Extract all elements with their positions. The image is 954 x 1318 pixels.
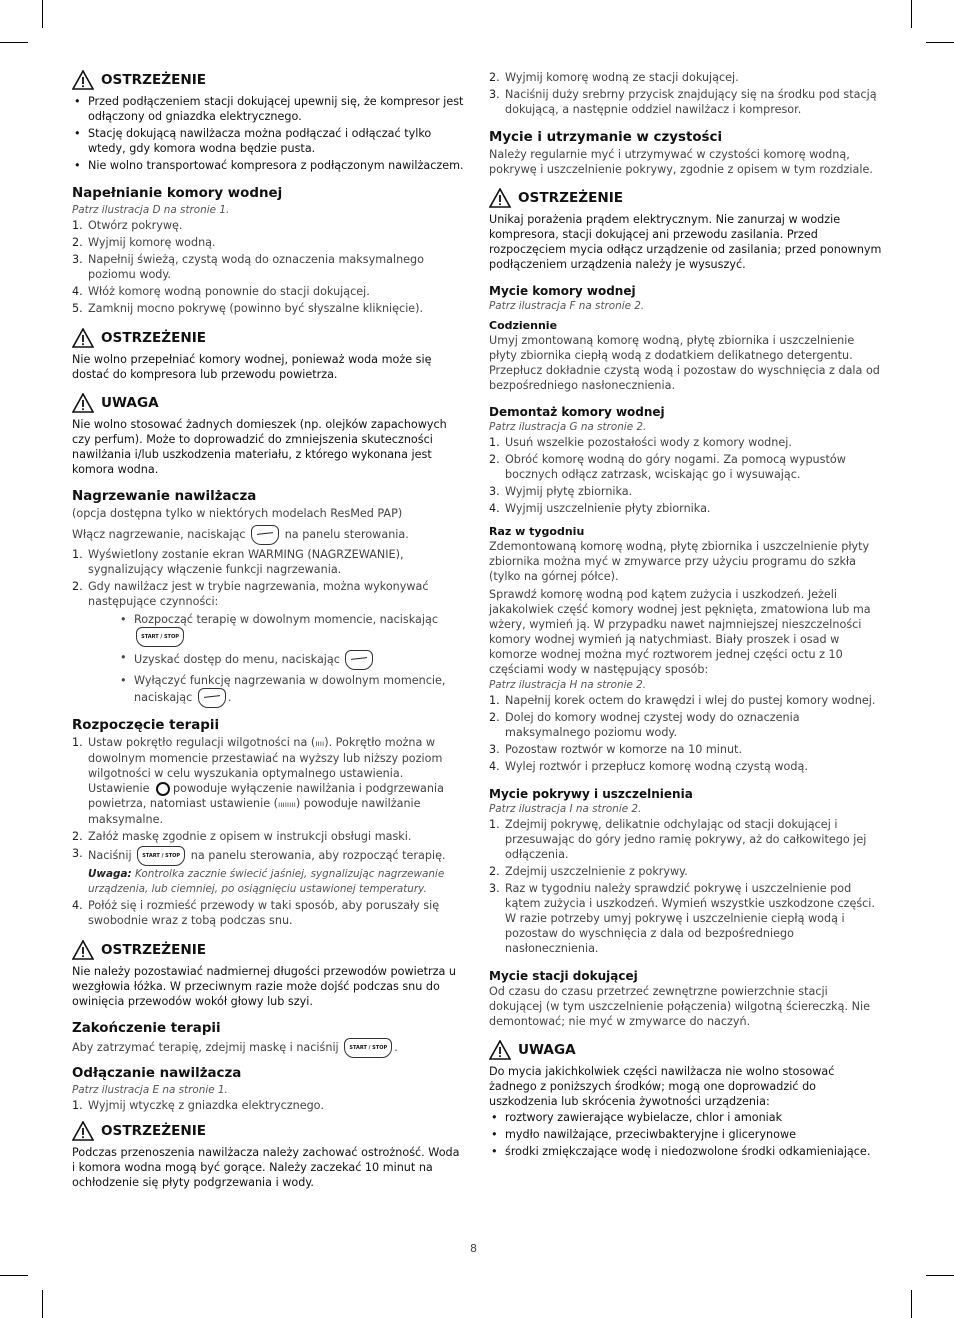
list-item: • Rozpocząć terapię w dowolnym momencie, naciskając START / STOP — [120, 612, 465, 647]
section-title-cleaning: Mycie i utrzymanie w czystości — [489, 130, 723, 145]
list-item: 1. Otwórz pokrywę. — [72, 219, 183, 232]
list-item: 3. Wyjmij płytę zbiornika. — [489, 485, 633, 498]
start-stop-button-icon: START / STOP — [344, 1038, 392, 1058]
list-item: 3. Raz w tygodniu należy sprawdzić pokrywę i uszczelnienie pod kątem zużycia i uszkodzeń. Wymień wszystkie uszkodzone części. W razie potrzeby umyj pokrywę i uszczelnienie ciepłą wodą i pozostaw do wyschnięcia z dala od bezpośredniego nasłonecznienia. — [489, 882, 875, 955]
list-item: • mydło nawilżające, przeciwbakteryjne i glicerynowe — [489, 1127, 882, 1142]
warning-text: Nie należy pozostawiać nadmiernej długości przewodów powietrza u wezgłowia łóżka. W przeciwnym razie może dojść podczas snu do owinięcia przewodów wokół głowy lub szyi. — [72, 965, 456, 1008]
humidity-low-icon: ıııı — [315, 739, 325, 748]
warning-triangle-icon — [72, 940, 94, 960]
warning-triangle-icon — [72, 328, 94, 348]
section-title-fill: Napełnianie komory wodnej — [72, 186, 283, 201]
heating-intro: Włącz nagrzewanie, naciskając na panelu sterowania. — [72, 525, 465, 545]
figure-ref: Patrz ilustracja H na stronie 2. — [489, 679, 647, 691]
daily-title: Codziennie — [489, 319, 558, 332]
humidity-max-icon: ıııııııı — [278, 800, 296, 809]
warning-heading: OSTRZEŻENIE — [72, 328, 465, 348]
caution-list — [489, 1110, 882, 1159]
list-item: 4. Wylej roztwór i przepłucz komorę wodną czystą wodą. — [489, 760, 808, 773]
list-item: 3. Pozostaw roztwór w komorze na 10 minut. — [489, 743, 743, 756]
start-stop-button-icon: START / STOP — [136, 627, 184, 647]
list-item: 4. Wyjmij uszczelnienie płyty zbiornika. — [489, 502, 711, 515]
heating-note: (opcja dostępna tylko w niektórych modelach ResMed PAP) — [72, 507, 403, 520]
list-item: 2. Obróć komorę wodną do góry nogami. Za pomocą wypustów bocznych odłącz zatrzask, wciskając go i wysuwając. — [489, 453, 846, 481]
list-item: • Uzyskać dostęp do menu, naciskając — [120, 650, 465, 670]
list-item: 2. Dolej do komory wodnej czystej wody do oznaczenia maksymalnego poziomu wody. — [489, 711, 800, 739]
figure-ref: Patrz ilustracja G na stronie 2. — [489, 421, 647, 433]
list-item: 2. Wyjmij komorę wodną. — [72, 236, 216, 249]
list-item: 2. Zdejmij uszczelnienie z pokrywy. — [489, 865, 688, 878]
figure-ref: Patrz ilustracja E na stronie 1. — [72, 1084, 228, 1096]
section-title-end: Zakończenie terapii — [72, 1021, 221, 1036]
subsection-title-lid: Mycie pokrywy i uszczelnienia — [489, 787, 693, 801]
caution-text: Nie wolno stosować żadnych domieszek (np. olejków zapachowych czy perfum). Może to doprowadzić do zmniejszenia skuteczności nawilżania i/lub uszkodzenia materiału, z którego wykonana jest komora wodna. — [72, 418, 447, 476]
list-item: • Wyłączyć funkcję nagrzewania w dowolnym momencie, naciskając . — [120, 673, 465, 708]
list-item: 2. Załóż maskę zgodnie z opisem w instrukcji obsługi maski. — [72, 830, 412, 843]
list-item: • środki zmiękczające wodę i niedozwolone środki odkamieniające. — [489, 1144, 882, 1159]
caution-triangle-icon — [72, 393, 94, 413]
figure-ref: Patrz ilustracja D na stronie 1. — [72, 204, 230, 216]
caution-heading: UWAGA — [489, 1040, 882, 1060]
list-item: 1. Zdejmij pokrywę, delikatnie odchylając od stacji dokującej i przesuwając do góry jedno ramię pokrywy, aż do całkowitego jej odłączenia. — [489, 818, 867, 861]
caution-triangle-icon — [489, 1040, 511, 1060]
warning-triangle-icon — [72, 70, 94, 90]
heating-steps — [72, 547, 465, 708]
weekly-text: Sprawdź komorę wodną pod kątem zużycia i uszkodzeń. Jeżeli jakakolwiek część komory wodnej jest pęknięta, zmatowiona lub ma wżery, wymień ją. W przypadku nawet najmniejszej nieszczelności komory wodnej wymień ją natychmiast. Biały proszek i osad w komorze wodnej można myć roztworem jednej części octu z 10 częściami wody w następujący sposób: — [489, 588, 871, 676]
menu-button-icon — [345, 650, 373, 670]
fill-steps — [72, 218, 465, 316]
list-item: 3. Napełnij świeżą, czystą wodą do oznaczenia maksymalnego poziomu wody. — [72, 253, 424, 281]
list-item: • Przed podłączeniem stacji dokującej upewnij się, że kompresor jest odłączony od gniazdka elektrycznego. — [72, 94, 465, 124]
disassemble-steps — [489, 435, 882, 516]
heating-button-icon — [251, 525, 279, 545]
weekly-steps — [489, 693, 882, 774]
subsection-title-disassemble: Demontaż komory wodnej — [489, 405, 665, 419]
daily-text: Umyj zmontowaną komorę wodną, płytę zbiornika i uszczelnienie płyty zbiornika ciepłą wodą z dodatkiem delikatnego detergentu. Przepłucz dokładnie czystą wodą i pozostaw do wyschnięcia z dala od bezpośredniego nasłonecznienia. — [489, 334, 880, 392]
disconnect-steps — [72, 1098, 465, 1113]
right-column — [489, 70, 882, 1161]
list-item: 3. Naciśnij START / STOP na panelu sterowania, aby rozpocząć terapię. Uwaga: Kontrolka zacznie świecić jaśniej, sygnalizując nagrzewanie urządzenia, lub ciemniej, po osiągnięciu ustawionej temperatury. — [72, 847, 446, 895]
warning-text: Podczas przenoszenia nawilżacza należy zachować ostrożność. Woda i komora wodna mogą być gorące. Należy zaczekać 10 minut na ochłodzenie się płyty podgrzewania i wody. — [72, 1146, 460, 1189]
list-item: 1. Wyświetlony zostanie ekran WARMING (NAGRZEWANIE), sygnalizujący włączenie funkcji nagrzewania. — [72, 548, 404, 576]
end-text: Aby zatrzymać terapię, zdejmij maskę i naciśnij START / STOP . — [72, 1038, 465, 1058]
list-item: 1. Napełnij korek octem do krawędzi i wlej do pustej komory wodnej. — [489, 694, 876, 707]
list-item: • roztwory zawierające wybielacze, chlor i amoniak — [489, 1110, 882, 1125]
warning-heading: OSTRZEŻENIE — [72, 940, 465, 960]
list-item: 2. Wyjmij komorę wodną ze stacji dokującej. — [489, 71, 739, 84]
list-item: 1. Usuń wszelkie pozostałości wody z komory wodnej. — [489, 436, 792, 449]
start-steps — [72, 735, 465, 928]
warning-heading: OSTRZEŻENIE — [72, 70, 465, 90]
warning-text: Nie wolno przepełniać komory wodnej, ponieważ woda może się dostać do kompresora lub przewodu powietrza. — [72, 353, 432, 381]
list-item: • Nie wolno transportować kompresora z podłączonym nawilżaczem. — [72, 158, 465, 173]
warning-text: Unikaj porażenia prądem elektrycznym. Nie zanurzaj w wodzie kompresora, stacji dokującej ani przewodu zasilania. Przed rozpoczęciem mycia odłącz urządzenie od zasilania; przed ponownym podłączeniem urządzenia należy je wysuszyć. — [489, 213, 882, 271]
warning-heading: OSTRZEŻENIE — [489, 188, 882, 208]
warning-list — [72, 94, 465, 173]
warning-triangle-icon — [489, 188, 511, 208]
note: Uwaga: Kontrolka zacznie świecić jaśniej, sygnalizując nagrzewanie urządzenia, lub ciemniej, po osiągnięciu ustawionej temperatury. — [88, 868, 445, 895]
subsection-title-wash: Mycie komory wodnej — [489, 284, 636, 298]
list-item: 4. Włóż komorę wodną ponownie do stacji dokującej. — [72, 285, 370, 298]
caution-text: Do mycia jakichkolwiek części nawilżacza nie wolno stosować żadnego z poniższych środków; mogą one doprowadzić do uszkodzenia lub skrócenia żywotności urządzenia: — [489, 1065, 835, 1108]
section-title-disconnect: Odłączanie nawilżacza — [72, 1066, 242, 1081]
weekly-text: Zdemontowaną komorę wodną, płytę zbiornika i uszczelnienie płyty zbiornika można myć w zmywarce przy użyciu programu do szkła (tylko na górnej półce). — [489, 540, 870, 583]
heating-button-icon — [198, 688, 226, 708]
list-item: 1. Ustaw pokrętło regulacji wilgotności na (ıııı). Pokrętło można w dowolnym momencie przestawiać na wyższy lub niższy poziom wilgotności w celu wyszukania optymalnego ustawienia. Ustawienie powoduje wyłączenie nawilżania i podgrzewania powietrza, natomiast ustawienie (ıııııııı) powoduje nawilżanie maksymalne. — [72, 736, 444, 826]
warning-triangle-icon — [72, 1121, 94, 1141]
subsection-title-dock: Mycie stacji dokującej — [489, 969, 638, 983]
dock-text: Od czasu do czasu przetrzeć zewnętrzne powierzchnie stacji dokującej (w tym uszczelnienie połączenia) wilgotną ściereczką. Nie demontować; nie myć w zmywarce do naczyń. — [489, 985, 870, 1028]
list-item: 4. Połóż się i rozmieść przewody w taki sposób, aby poruszały się swobodnie wraz z tobą podczas snu. — [72, 899, 440, 927]
left-column — [72, 70, 465, 1191]
weekly-title: Raz w tygodniu — [489, 525, 585, 538]
figure-ref: Patrz ilustracja F na stronie 2. — [489, 300, 645, 312]
start-stop-button-icon: START / STOP — [137, 846, 185, 866]
off-setting-icon — [156, 782, 170, 796]
list-item: 3. Naciśnij duży srebrny przycisk znajdujący się na środku pod stacją dokującą, a następnie oddziel nawilżacz i kompresor. — [489, 88, 877, 116]
lid-steps — [489, 817, 882, 956]
cleaning-text: Należy regularnie myć i utrzymywać w czystości komorę wodną, pokrywę i uszczelnienie pokrywy, zgodnie z opisem w tym rozdziale. — [489, 148, 873, 176]
list-item: 2. Gdy nawilżacz jest w trybie nagrzewania, można wykonywać następujące czynności: • Rozpocząć terapię w dowolnym momencie, naciskając START / STOP • Uzyskać dostęp do menu, naciskając • Wyłączyć funkcję nagrzewania w dowolnym momencie, naciskając . — [72, 579, 465, 708]
list-item: 1. Wyjmij wtyczkę z gniazdka elektrycznego. — [72, 1099, 324, 1112]
heating-sub-list — [88, 612, 465, 708]
disconnect-steps-continued — [489, 70, 882, 117]
section-title-heating: Nagrzewanie nawilżacza — [72, 489, 257, 504]
section-title-start: Rozpoczęcie terapii — [72, 718, 220, 733]
list-item: 5. Zamknij mocno pokrywę (powinno być słyszalne kliknięcie). — [72, 302, 424, 315]
page-number: 8 — [470, 1242, 477, 1255]
figure-ref: Patrz ilustracja I na stronie 2. — [489, 803, 642, 815]
list-item: • Stację dokującą nawilżacza można podłączać i odłączać tylko wtedy, gdy komora wodna będzie pusta. — [72, 126, 465, 156]
warning-heading: OSTRZEŻENIE — [72, 1121, 465, 1141]
caution-heading: UWAGA — [72, 393, 465, 413]
